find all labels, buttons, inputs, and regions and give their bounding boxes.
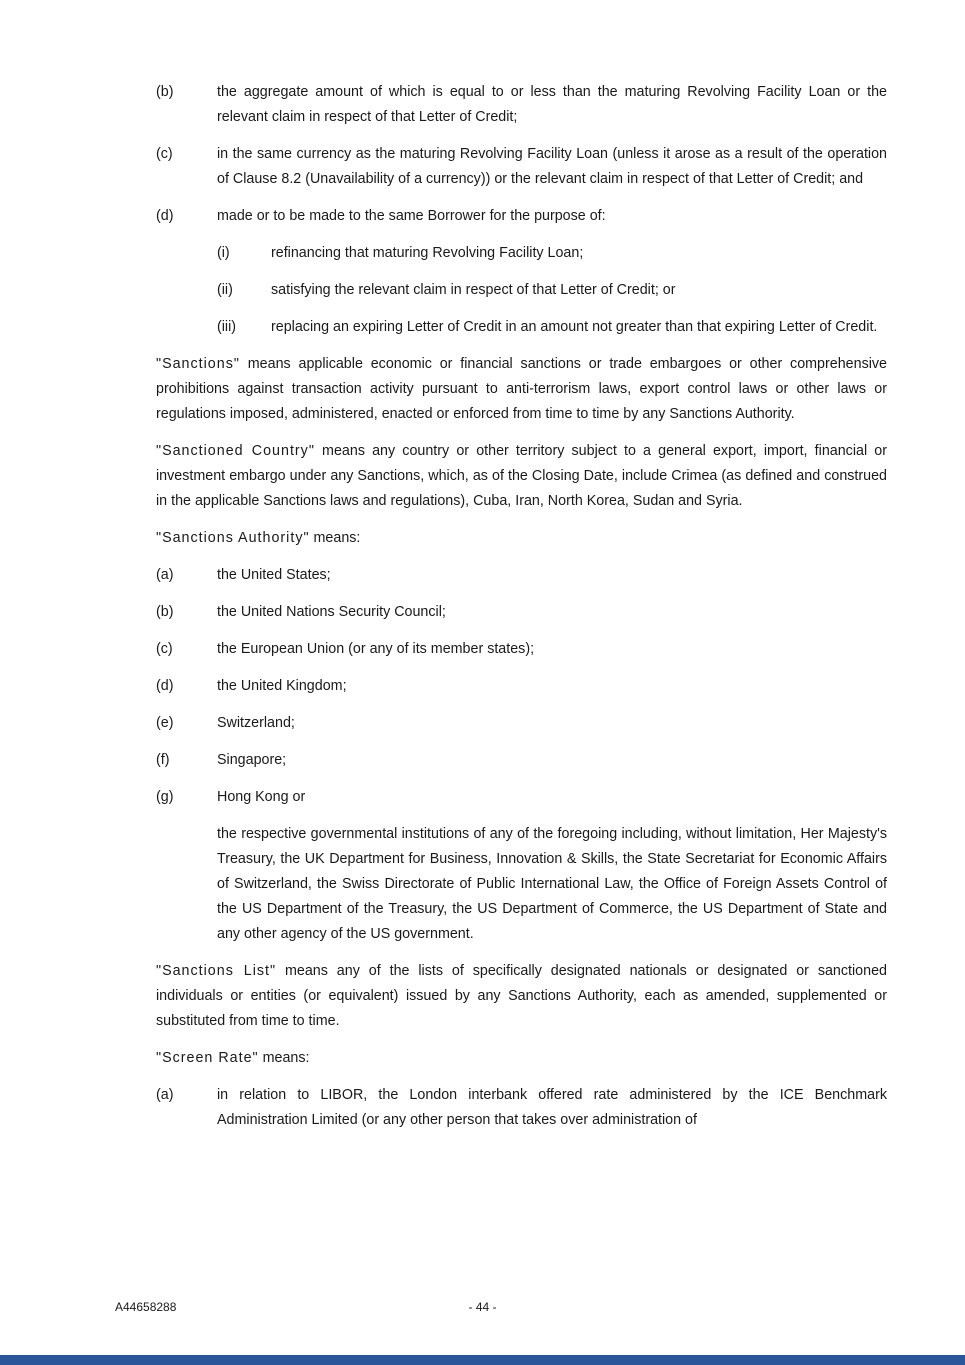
list-text: in the same currency as the maturing Revolving Facility Loan (unless it arose as a result of the operation of Clause 8.2 (Unavailability of a currency)) or the relevant claim in respect of that Letter of Credit; and	[217, 146, 887, 187]
list-text: Hong Kong or	[217, 789, 306, 805]
paragraph-text: "Sanctions" means applicable economic or financial sanctions or trade embargoes or other comprehensive prohibitions against transaction activity pursuant to anti-terrorism laws, export control laws or other laws or regulations imposed, administered, enacted or enforced from time to time by any Sanctions Authority.	[156, 356, 887, 422]
list-item	[156, 204, 887, 229]
list-item	[156, 711, 887, 736]
list-text: the European Union (or any of its member states);	[217, 641, 535, 657]
list-label: (b)	[156, 84, 174, 100]
paragraph	[156, 439, 887, 514]
list-label: (iii)	[217, 319, 237, 335]
list-label: (i)	[217, 245, 230, 261]
list-item	[156, 785, 887, 810]
list-item	[156, 748, 887, 773]
list-item	[156, 80, 887, 130]
paragraph-text: "Sanctions List" means any of the lists of specifically designated nationals or designated or sanctioned individuals or entities (or equivalent) issued by any Sanctions Authority, each as amended, supplemented or substituted from time to time.	[156, 963, 887, 1029]
defined-term: "Sanctioned Country"	[156, 443, 315, 459]
defined-term: "Sanctions Authority"	[156, 530, 310, 546]
list-label: (d)	[156, 678, 174, 694]
defined-term: "Sanctions"	[156, 356, 240, 372]
list-text: the United States;	[217, 567, 331, 583]
list-item	[156, 142, 887, 192]
bottom-accent-bar	[0, 1355, 965, 1365]
list-label: (a)	[156, 1087, 174, 1103]
list-item	[156, 1083, 887, 1133]
paragraph	[217, 822, 887, 947]
list-item	[156, 674, 887, 699]
list-text: the aggregate amount of which is equal to or less than the maturing Revolving Facility Loan or the relevant claim in respect of that Letter of Credit;	[217, 84, 887, 125]
paragraph	[156, 526, 887, 551]
paragraph-text: "Sanctions Authority" means:	[156, 530, 361, 546]
list-label: (c)	[156, 641, 173, 657]
list-text: in relation to LIBOR, the London interbank offered rate administered by the ICE Benchmark Administration Limited (or any other person that takes over administration of	[217, 1087, 887, 1128]
document-body	[156, 80, 887, 1145]
list-label: (f)	[156, 752, 170, 768]
list-label: (b)	[156, 604, 174, 620]
list-text: the United Kingdom;	[217, 678, 347, 694]
list-label: (c)	[156, 146, 173, 162]
list-label: (a)	[156, 567, 174, 583]
list-text: replacing an expiring Letter of Credit in an amount not greater than that expiring Letter of Credit.	[271, 319, 878, 335]
page-number: - 44 -	[468, 1300, 497, 1314]
list-label: (g)	[156, 789, 174, 805]
list-item	[156, 637, 887, 662]
list-text: made or to be made to the same Borrower for the purpose of:	[217, 208, 606, 224]
defined-term: "Screen Rate"	[156, 1050, 259, 1066]
defined-term: "Sanctions List"	[156, 963, 277, 979]
paragraph	[156, 1046, 887, 1071]
list-text: the United Nations Security Council;	[217, 604, 446, 620]
paragraph-text: "Screen Rate" means:	[156, 1050, 310, 1066]
list-label: (ii)	[217, 282, 233, 298]
list-label: (d)	[156, 208, 174, 224]
paragraph-text: "Sanctioned Country" means any country or other territory subject to a general export, import, financial or investment embargo under any Sanctions, which, as of the Closing Date, include Crimea (as defined and construed in the applicable Sanctions laws and regulations), Cuba, Iran, North Korea, Sudan and Syria.	[156, 443, 887, 509]
list-item	[217, 315, 887, 340]
list-text: refinancing that maturing Revolving Facility Loan;	[271, 245, 584, 261]
paragraph	[156, 352, 887, 427]
paragraph-text: the respective governmental institutions of any of the foregoing including, without limitation, Her Majesty's Treasury, the UK Department for Business, Innovation & Skills, the State Secretariat for Economic Affairs of Switzerland, the Swiss Directorate of Public International Law, the Office of Foreign Assets Control of the US Department of the Treasury, the US Department of Commerce, the US Department of State and any other agency of the US government.	[217, 826, 887, 942]
doc-id: A44658288	[115, 1300, 177, 1314]
list-label: (e)	[156, 715, 174, 731]
paragraph	[156, 959, 887, 1034]
list-text: Switzerland;	[217, 715, 295, 731]
list-item	[217, 278, 887, 303]
list-item	[217, 241, 887, 266]
list-text: satisfying the relevant claim in respect of that Letter of Credit; or	[271, 282, 676, 298]
list-text: Singapore;	[217, 752, 287, 768]
list-item	[156, 563, 887, 588]
list-item	[156, 600, 887, 625]
